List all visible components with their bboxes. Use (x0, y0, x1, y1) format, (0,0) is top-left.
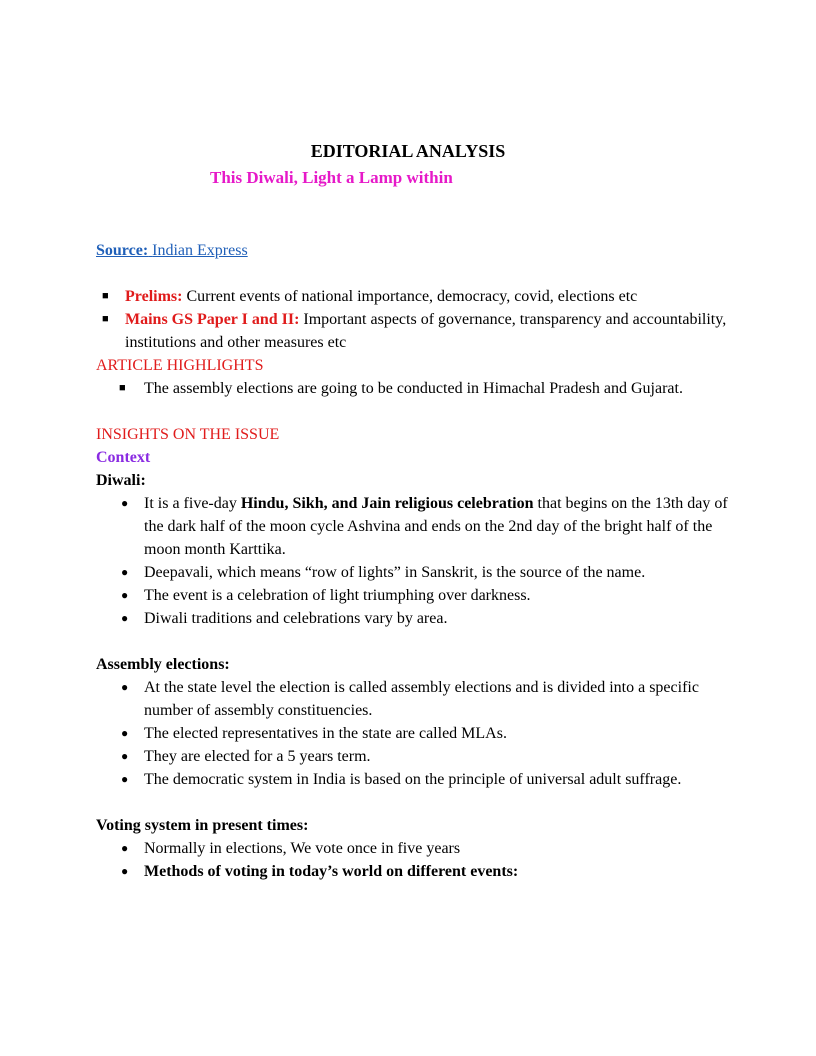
voting-list (96, 837, 736, 883)
list-item: ● Normally in elections, We vote once in five years (144, 837, 736, 860)
list-item: ● The elected representatives in the state are called MLAs. (144, 722, 736, 745)
square-bullet-icon: ■ (119, 382, 126, 394)
syllabus-label: Mains GS Paper I and II: (125, 311, 300, 328)
syllabus-text: Important aspects of governance, transparency and accountability, institutions and other measures etc (125, 311, 727, 351)
subsection-heading: Assembly elections: (96, 656, 230, 673)
bullet-icon: ● (121, 611, 129, 625)
section-heading: INSIGHTS ON THE ISSUE (96, 426, 280, 443)
list-item: ■ The assembly elections are going to be conducted in Himachal Pradesh and Gujarat. (144, 377, 736, 400)
context-heading: Context (96, 449, 151, 466)
bullet-icon: ● (121, 680, 129, 694)
section-heading: ARTICLE HIGHLIGHTS (96, 357, 264, 374)
bullet-icon: ● (121, 588, 129, 602)
bullet-icon: ● (121, 841, 129, 855)
list-item: ● Methods of voting in today’s world on different events: (144, 860, 736, 883)
diwali-list (96, 492, 736, 630)
bullet-icon: ● (121, 496, 129, 510)
assembly-list (96, 676, 736, 791)
list-item: ● The democratic system in India is based on the principle of universal adult suffrage. (144, 768, 736, 791)
source-link[interactable]: Indian Express (152, 242, 248, 259)
list-item: ● They are elected for a 5 years term. (144, 745, 736, 768)
syllabus-list (96, 285, 736, 883)
list-item: ● It is a five-day Hindu, Sikh, and Jain religious celebration that begins on the 13th day of the dark half of the moon cycle Ashvina and ends on the 2nd day of the bright half of the moon month Karttika. (144, 492, 736, 561)
subsection-heading: Voting system in present times: (96, 817, 309, 834)
source-line (96, 239, 248, 262)
bullet-icon: ● (121, 726, 129, 740)
list-item: ● At the state level the election is called assembly elections and is divided into a specific number of assembly constituencies. (144, 676, 736, 722)
syllabus-label: Prelims: (125, 288, 183, 305)
page-title: EDITORIAL ANALYSIS (310, 141, 506, 161)
highlights-list (96, 377, 736, 400)
source-label: Source: (96, 242, 149, 259)
list-item: ● Deepavali, which means “row of lights” in Sanskrit, is the source of the name. (144, 561, 736, 584)
list-item (96, 308, 736, 354)
list-item (96, 285, 736, 308)
subsection-heading: Diwali: (96, 472, 146, 489)
square-bullet-icon: ■ (102, 313, 109, 325)
syllabus-text: Current events of national importance, democracy, covid, elections etc (186, 288, 638, 305)
bullet-icon: ● (121, 749, 129, 763)
list-item: ● The event is a celebration of light triumphing over darkness. (144, 584, 736, 607)
square-bullet-icon: ■ (102, 290, 109, 302)
bullet-icon: ● (121, 772, 129, 786)
bullet-icon: ● (121, 565, 129, 579)
list-item: ● Diwali traditions and celebrations vary by area. (144, 607, 736, 630)
bullet-icon: ● (121, 864, 129, 878)
article-subtitle: This Diwali, Light a Lamp within (210, 168, 453, 187)
